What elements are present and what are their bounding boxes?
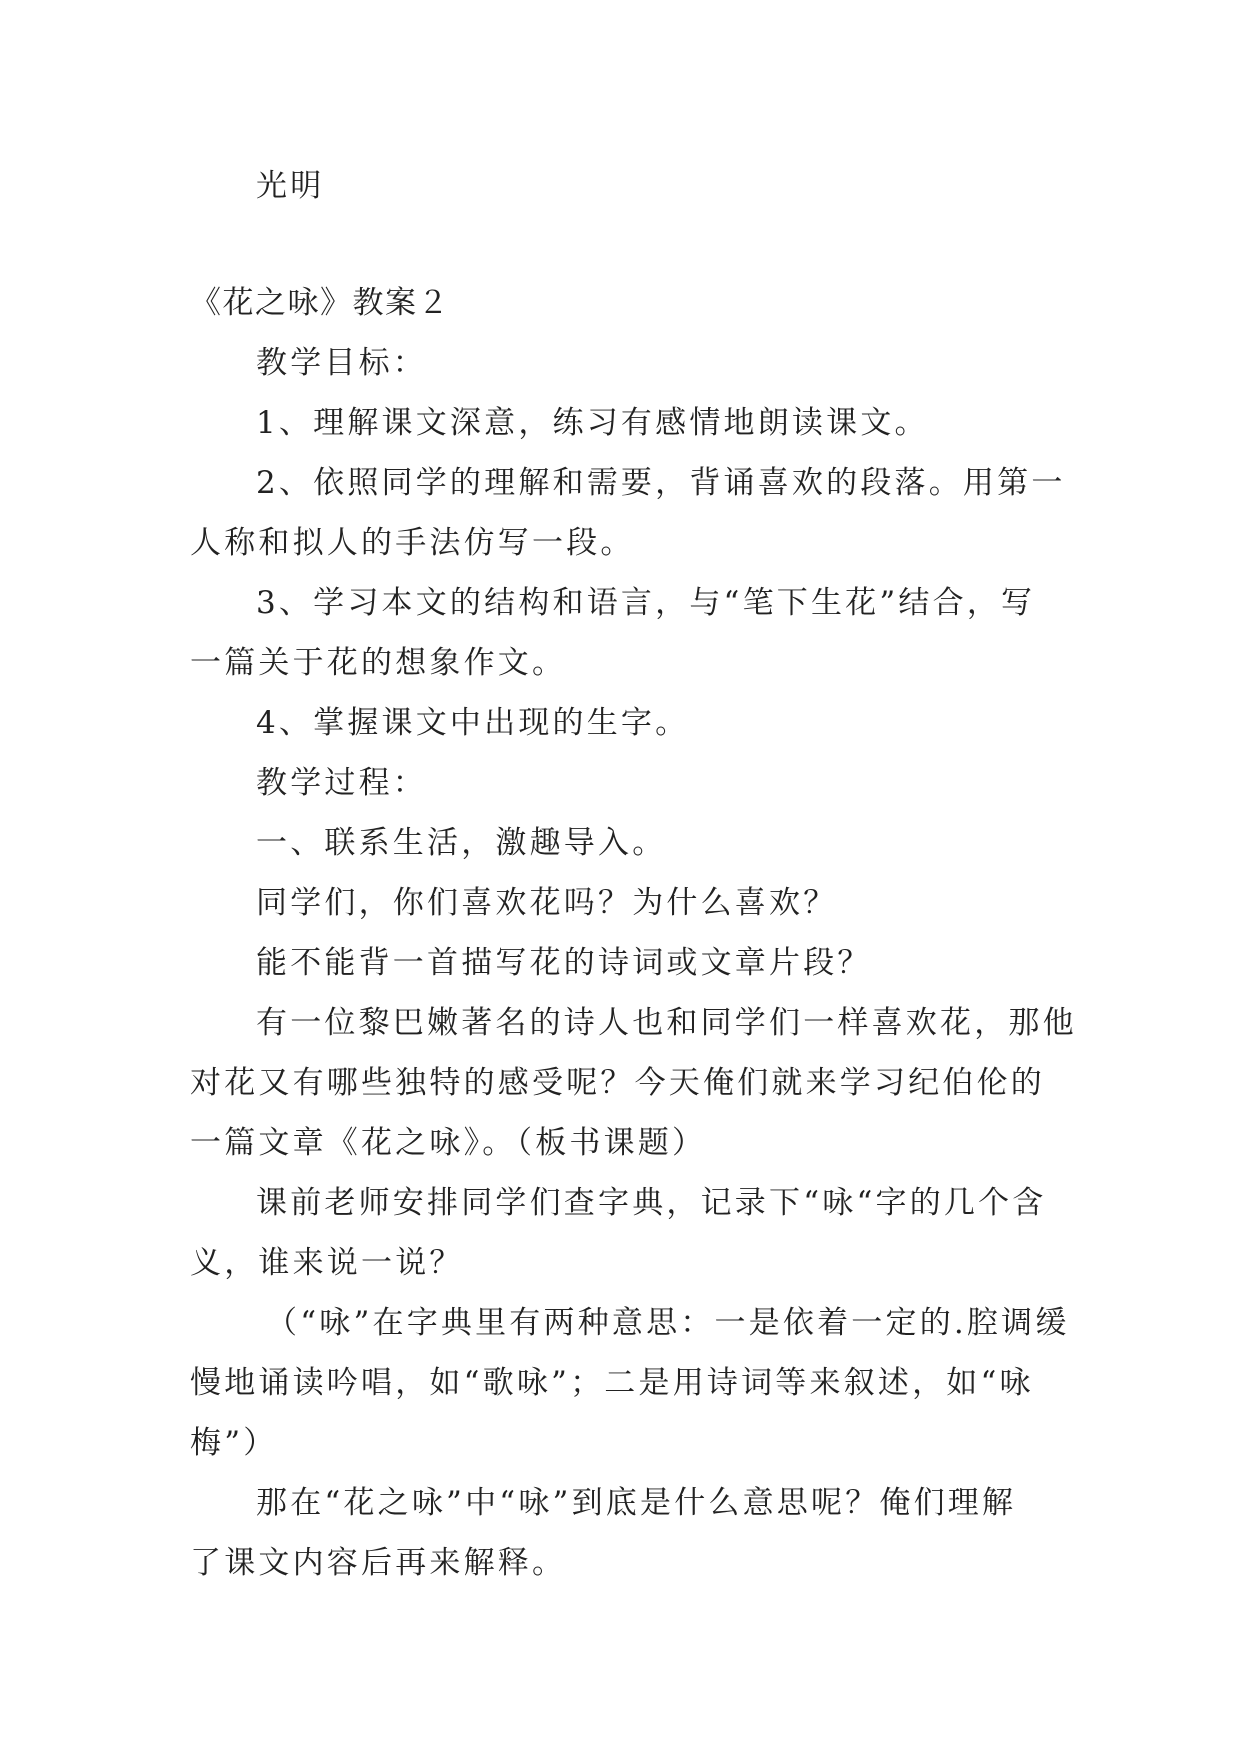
paragraph-definition-2: 慢地诵读吟唱，如“歌咏”；二是用诗词等来叙述，如“咏 [190,1365,1034,1401]
top-word: 光明 [256,168,325,204]
paragraph-definition-3: 梅”） [190,1425,278,1461]
paragraph-intro-2: 对花又有哪些独特的感受呢？今天俺们就来学习纪伯伦的 [190,1065,1045,1101]
paragraph-section-1: 一、联系生活，激趣导入。 [256,825,667,861]
paragraph-definition-1: （“咏”在字典里有两种意思：一是依着一定的.腔调缓 [266,1305,1070,1341]
paragraph-explain-2: 了课文内容后再来解释。 [190,1545,567,1581]
paragraph-intro-1: 有一位黎巴嫩著名的诗人也和同学们一样喜欢花，那他 [256,1005,1077,1041]
paragraph-goal-1: 1、理解课文深意，练习有感情地朗读课文。 [256,405,929,441]
paragraph-dictionary-1: 课前老师安排同学们查字典，记录下“咏“字的几个含 [256,1185,1047,1221]
paragraph-goal-3: 3、学习本文的结构和语言，与“笔下生花”结合，写 [256,585,1036,621]
paragraph-intro-3: 一篇文章《花之咏》。（板书课题） [190,1125,707,1161]
paragraph-goal-4: 4、掌握课文中出现的生字。 [256,705,690,741]
paragraph-teaching-goals: 教学目标： [256,345,427,381]
paragraph-goal-3-cont: 一篇关于花的想象作文。 [190,645,567,681]
paragraph-dictionary-2: 义，谁来说一说？ [190,1245,464,1281]
paragraph-question-2: 能不能背一首描写花的诗词或文章片段？ [256,945,872,981]
paragraph-goal-2: 2、依照同学的理解和需要，背诵喜欢的段落。用第一 [256,465,1066,501]
paragraph-explain-1: 那在“花之咏”中“咏”到底是什么意思呢？俺们理解 [256,1485,1017,1521]
paragraph-goal-2-cont: 人称和拟人的手法仿写一段。 [190,525,635,561]
lesson-heading: 《花之咏》教案２ [190,285,450,321]
paragraph-teaching-process: 教学过程： [256,765,427,801]
paragraph-question-1: 同学们，你们喜欢花吗？为什么喜欢？ [256,885,838,921]
